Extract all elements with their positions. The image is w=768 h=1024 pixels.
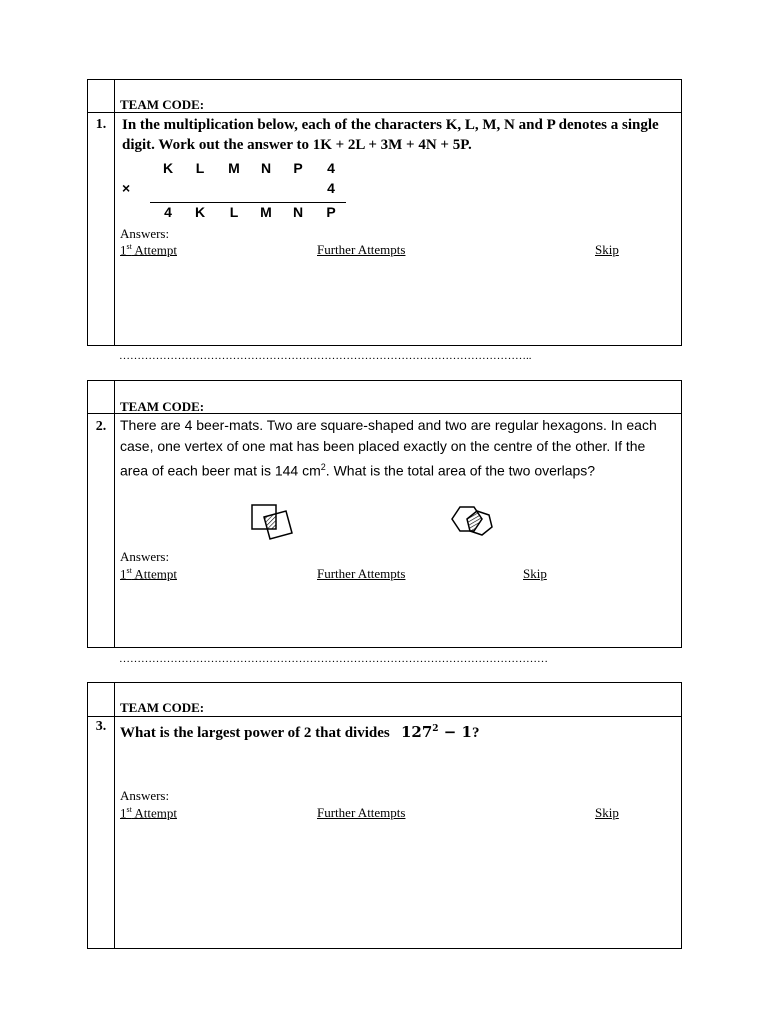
question-3-math-tail: − 1 xyxy=(438,723,472,741)
question-1-further-attempts[interactable]: Further Attempts xyxy=(317,242,406,257)
question-3-math-base: 127 xyxy=(400,723,433,741)
question-2-further-attempts[interactable]: Further Attempts xyxy=(317,566,406,581)
question-2-number: 2. xyxy=(95,419,107,434)
hexagons-overlap-region xyxy=(467,511,482,531)
first-attempt-word: Attempt xyxy=(131,566,177,582)
question-2-skip[interactable]: Skip xyxy=(523,566,547,581)
separator-2: ……………………………………………………………………………………………………… xyxy=(119,653,548,665)
multiplication-puzzle xyxy=(122,160,358,220)
squares-overlap-figure xyxy=(246,499,306,549)
times-sign: × xyxy=(122,180,131,196)
question-2-answers-label: Answers: xyxy=(120,549,170,564)
result-digit-4: 4 xyxy=(164,204,172,220)
digit-M: M xyxy=(228,160,240,176)
result-digit-K: K xyxy=(194,204,206,220)
question-2-text-a: There are 4 beer-mats. Two are square-shaped and two are regular hexagons. In each case, one vertex of one mat has been placed exactly on the centre of the other. If the area of each beer mat is 144 cm xyxy=(120,417,657,479)
question-2-first-attempt[interactable] xyxy=(120,566,177,582)
question-2-text xyxy=(120,415,673,482)
question-1-number: 1. xyxy=(95,117,107,132)
digit-L: L xyxy=(195,160,205,176)
digit-4: 4 xyxy=(327,160,335,176)
first-attempt-digit: 1 xyxy=(120,566,127,582)
first-attempt-digit: 1 xyxy=(120,805,127,821)
question-1-team-code: TEAM CODE: xyxy=(120,97,205,112)
question-3-team-code: TEAM CODE: xyxy=(120,700,205,715)
result-digit-L: L xyxy=(229,204,239,220)
question-2-text-b: . What is the total area of the two overlaps? xyxy=(325,462,596,479)
question-3-text-a: What is the largest power of 2 that divides xyxy=(120,725,390,741)
first-attempt-word: Attempt xyxy=(131,805,177,821)
result-digit-M: M xyxy=(260,204,272,220)
question-2-team-code: TEAM CODE: xyxy=(120,399,205,414)
question-2-text-sup: 2 xyxy=(320,462,326,472)
question-1-first-attempt[interactable] xyxy=(120,242,177,258)
question-1-header-divider xyxy=(88,112,681,113)
result-digit-N: N xyxy=(292,204,304,220)
question-1-skip[interactable]: Skip xyxy=(595,242,619,257)
hexagons-overlap-figure xyxy=(444,501,504,551)
first-attempt-digit: 1 xyxy=(120,242,127,258)
question-2-box xyxy=(87,380,682,648)
question-3-text-b: ? xyxy=(472,725,480,741)
first-attempt-sup: st xyxy=(126,805,132,814)
first-attempt-sup: st xyxy=(126,566,132,575)
multiplier: 4 xyxy=(327,180,335,196)
question-3-text xyxy=(120,719,673,743)
question-3-number: 3. xyxy=(95,719,107,734)
multiplicand-row xyxy=(128,160,358,178)
question-1-answers-label: Answers: xyxy=(120,226,170,241)
separator-1: ………………………………………………………………………………………………….. xyxy=(119,350,532,362)
question-1-box xyxy=(87,79,682,346)
question-1-text: In the multiplication below, each of the characters K, L, M, N and P denotes a single digit. Work out the answer to 1K + 2L + 3M + 4N + 5P. xyxy=(122,117,659,153)
first-attempt-word: Attempt xyxy=(131,242,177,258)
question-3-box xyxy=(87,682,682,949)
product-row xyxy=(128,204,358,222)
question-3-answers-label: Answers: xyxy=(120,788,170,803)
result-digit-P: P xyxy=(326,204,336,220)
question-3-math-exponent: 2 xyxy=(432,724,439,734)
question-3-skip[interactable]: Skip xyxy=(595,805,619,820)
question-3-first-attempt[interactable] xyxy=(120,805,177,821)
question-3-header-divider xyxy=(88,716,681,717)
product-line xyxy=(150,202,346,203)
question-3-further-attempts[interactable]: Further Attempts xyxy=(317,805,406,820)
digit-P: P xyxy=(293,160,303,176)
first-attempt-sup: st xyxy=(126,242,132,251)
digit-K: K xyxy=(162,160,174,176)
digit-N: N xyxy=(260,160,272,176)
